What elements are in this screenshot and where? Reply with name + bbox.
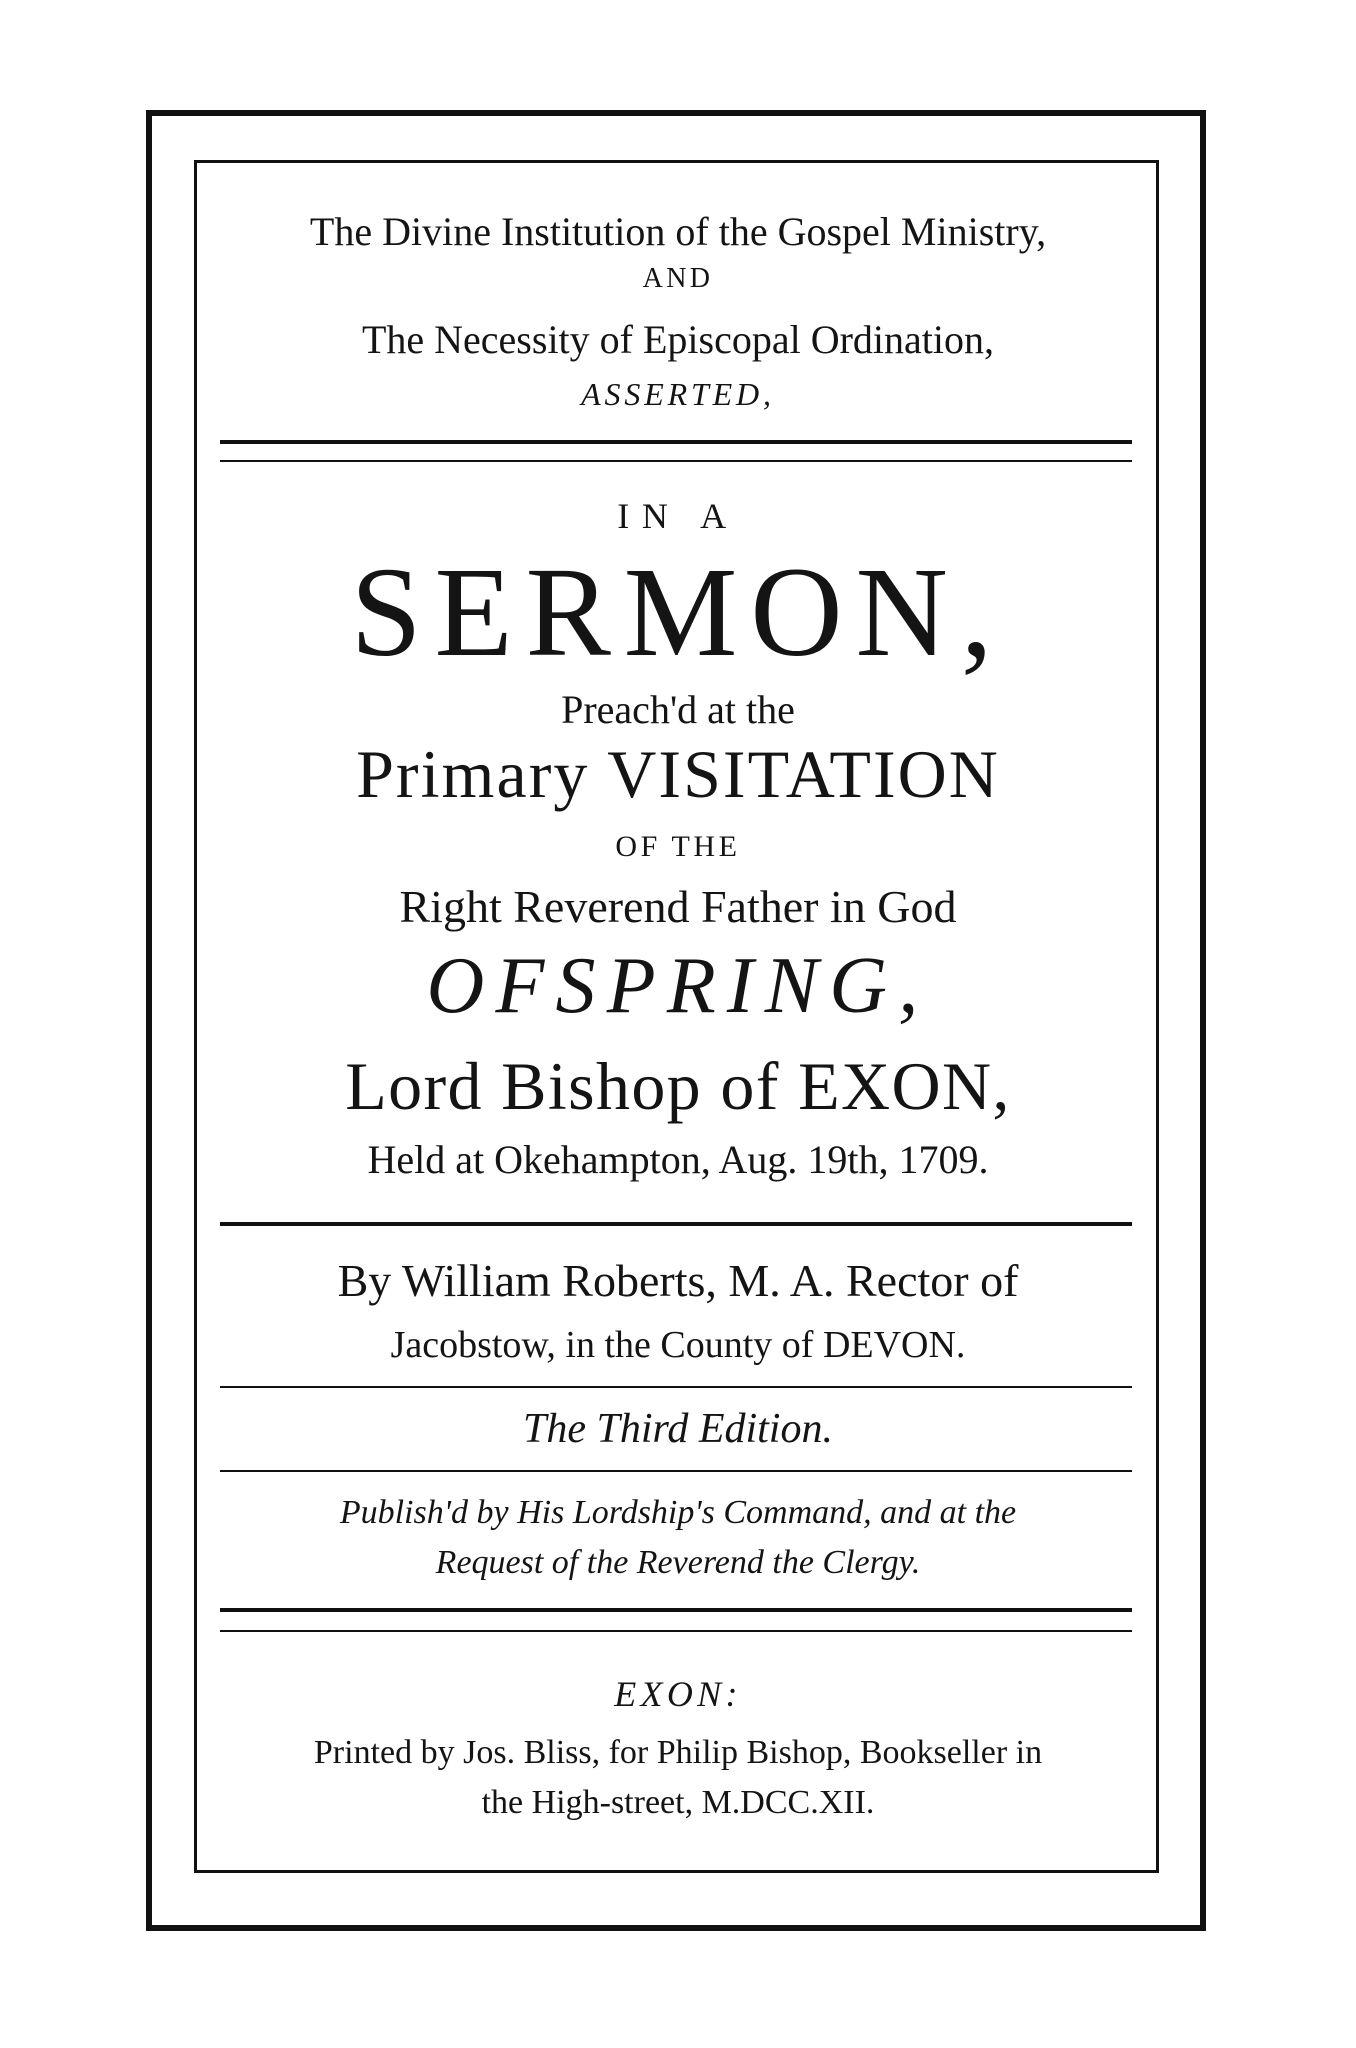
in-a-label: IN A bbox=[617, 496, 739, 536]
header-and: AND bbox=[642, 263, 714, 294]
imprint-street-line: the High-street, M.DCC.XII. bbox=[481, 1784, 875, 1821]
publish-line-1: Publish'd by His Lordship's Command, and at the bbox=[339, 1494, 1017, 1531]
right-reverend-line: Right Reverend Father in God bbox=[399, 881, 957, 932]
divider-1b bbox=[220, 460, 1132, 462]
outer-border-right bbox=[1200, 110, 1206, 1931]
imprint-printer-line: Printed by Jos. Bliss, for Philip Bishop, Bookseller in bbox=[313, 1734, 1043, 1771]
divider-3 bbox=[220, 1386, 1132, 1388]
outer-border-bottom bbox=[150, 1925, 1206, 1931]
ofspring-name: OFSPRING, bbox=[426, 942, 930, 1030]
visitation-line: Primary VISITATION bbox=[356, 736, 1000, 812]
author-line: By William Roberts, M. A. Rector of bbox=[337, 1255, 1019, 1306]
divider-1a bbox=[220, 440, 1132, 444]
edition-line: The Third Edition. bbox=[523, 1406, 833, 1452]
inner-border-top bbox=[196, 160, 1158, 163]
header-asserted: ASSERTED, bbox=[581, 376, 775, 412]
parish-line: Jacobstow, in the County of DEVON. bbox=[390, 1324, 966, 1366]
held-at-line: Held at Okehampton, Aug. 19th, 1709. bbox=[367, 1137, 989, 1182]
preached-line: Preach'd at the bbox=[561, 687, 795, 732]
header-title-line: The Divine Institution of the Gospel Ministry, bbox=[309, 209, 1047, 254]
imprint-place: EXON: bbox=[614, 1674, 742, 1714]
outer-border-top bbox=[150, 110, 1206, 116]
divider-5a bbox=[220, 1608, 1132, 1612]
lord-bishop-line: Lord Bishop of EXON, bbox=[345, 1048, 1011, 1124]
of-the-label: OF THE bbox=[615, 830, 741, 863]
header-necessity-line: The Necessity of Episcopal Ordination, bbox=[361, 317, 995, 362]
divider-4 bbox=[220, 1470, 1132, 1472]
inner-border-bottom bbox=[196, 1870, 1158, 1873]
publish-line-2: Request of the Reverend the Clergy. bbox=[435, 1544, 921, 1581]
inner-border-left bbox=[194, 160, 197, 1873]
outer-border-left bbox=[146, 110, 152, 1931]
sermon-heading: SERMON, bbox=[350, 541, 1006, 683]
inner-border-right bbox=[1156, 160, 1159, 1873]
divider-2 bbox=[220, 1222, 1132, 1226]
divider-5b bbox=[220, 1630, 1132, 1632]
